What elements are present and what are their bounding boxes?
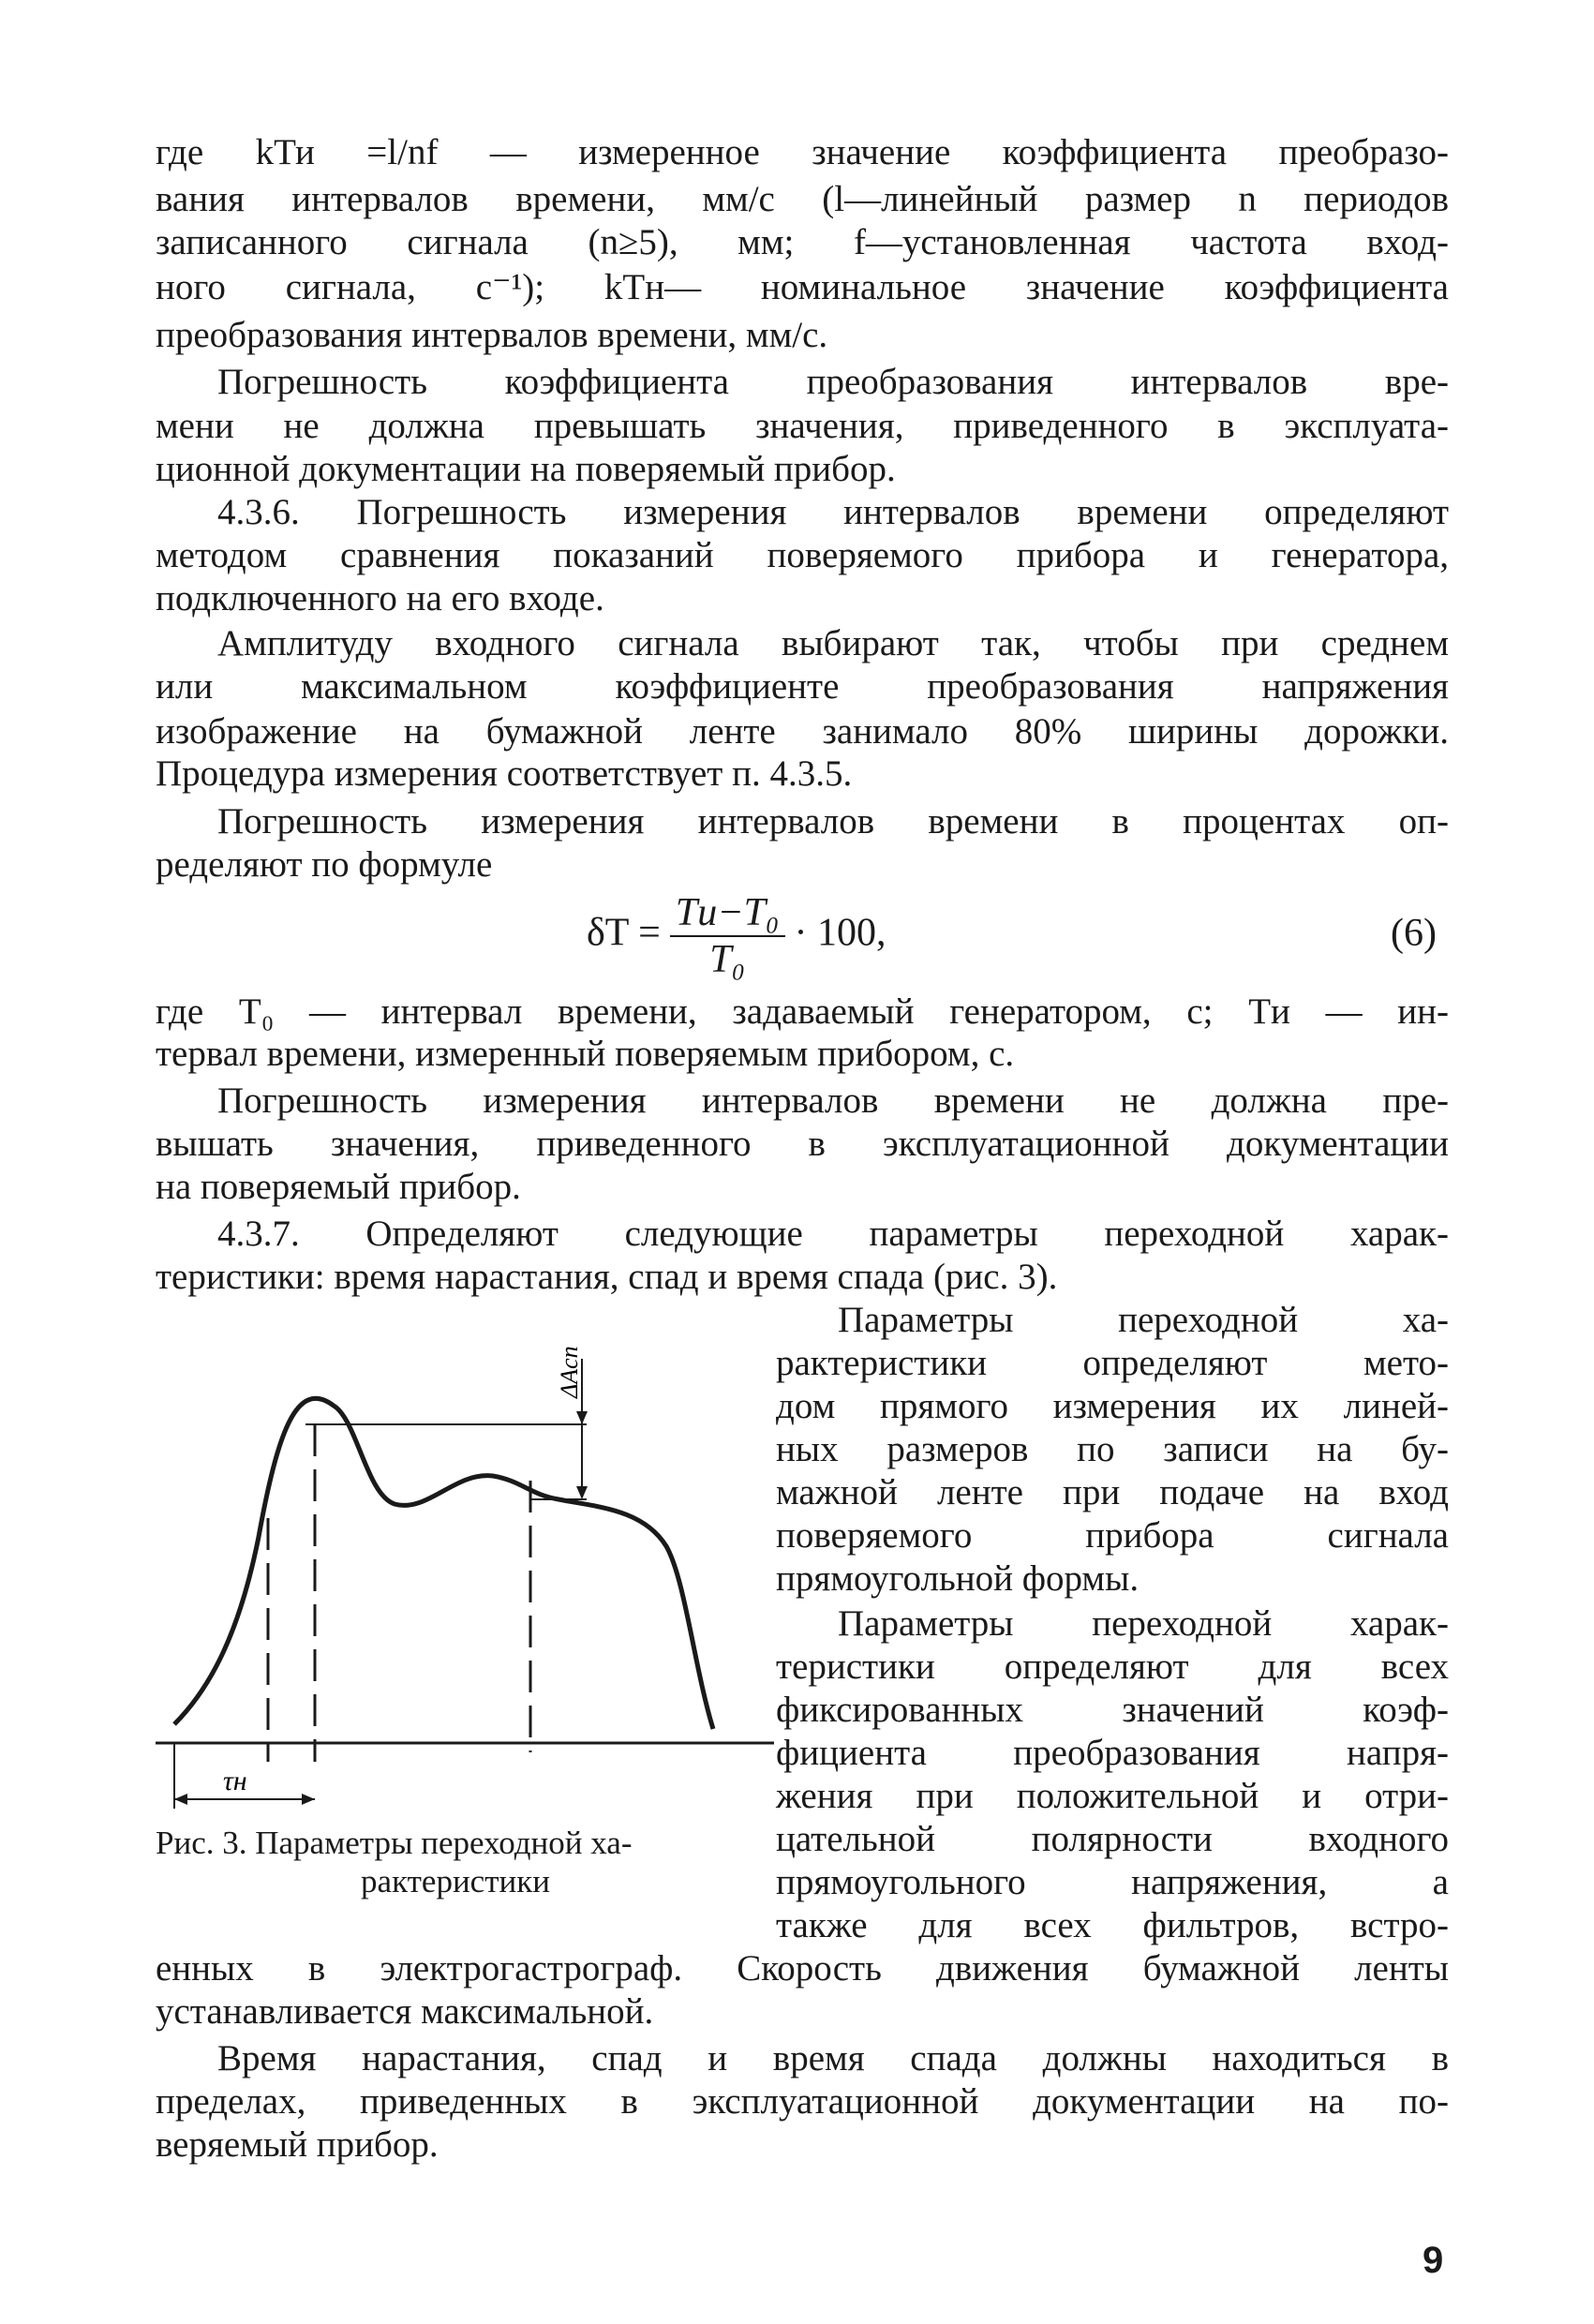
formula-rhs: · 100, (794, 911, 886, 955)
fall-label: ΔAсп (556, 1346, 583, 1398)
text-line: Время нарастания, спад и время спада должны находиться в (217, 2038, 1449, 2078)
text-line: цательной полярности входного (776, 1819, 1449, 1859)
text-line: Процедура измерения соответствует п. 4.3.5. (156, 753, 853, 794)
text-line: Параметры переходной харак- (838, 1603, 1449, 1644)
text-line: методом сравнения показаний поверяемого прибора и генератора, (156, 535, 1449, 575)
text-line: прямоугольной формы. (776, 1558, 1140, 1599)
text-line: мажной ленте при подаче на вход (776, 1472, 1449, 1512)
text-line: вания интервалов времени, мм/с (l—линейный размер n периодов (156, 179, 1449, 219)
text-line: енных в электрогастрограф. Скорость движения бумажной ленты (156, 1948, 1449, 1989)
text-line: рактеристики определяют мето- (776, 1343, 1449, 1383)
formula-numerator: Tи−T₀ (670, 890, 785, 937)
text-line: Параметры переходной ха- (838, 1300, 1449, 1340)
text-line: на поверяемый прибор. (156, 1167, 521, 1207)
formula-number: (6) (1391, 912, 1437, 955)
figure-caption-line-1: Рис. 3. Параметры переходной ха- (156, 1825, 633, 1861)
fall-arrowhead-bottom (576, 1486, 588, 1499)
figure-caption-line-2: рактеристики (361, 1863, 550, 1899)
text-line: тервал времени, измеренный поверяемым прибором, с. (156, 1034, 1015, 1074)
text-line: 4.3.6. Погрешность измерения интервалов времени определяют (217, 492, 1449, 532)
text-line: вышать значения, приведенного в эксплуатационной документации (156, 1124, 1449, 1164)
formula-lhs: δT = (587, 911, 661, 955)
text-line: пределах, приведенных в эксплуатационной документации на по- (156, 2081, 1449, 2122)
text-line: ционной документации на поверяемый прибор. (156, 449, 896, 489)
text-line: теристики: время нарастания, спад и время спада (рис. 3). (156, 1257, 1058, 1297)
text-line: записанного сигнала (n≥5), мм; f—установленная частота вход- (156, 222, 1449, 262)
text-line: Погрешность измерения интервалов времени в процентах оп- (217, 801, 1449, 842)
text-line: изображение на бумажной ленте занимало 80% ширины дорожки. (156, 711, 1449, 752)
text-line: веряемый прибор. (156, 2124, 439, 2165)
text-line: где kТи =l/nf — измеренное значение коэффициента преобразо- (156, 132, 1449, 172)
formula (587, 890, 886, 982)
text-line: теристики определяют для всех (776, 1646, 1449, 1687)
text-line: жения при положительной и отри- (776, 1776, 1449, 1816)
formula-denominator: T₀ (709, 938, 746, 981)
response-curve (174, 1398, 713, 1729)
text-line: ределяют по формуле (156, 844, 493, 885)
text-line: ного сигнала, с⁻¹); kТн— номинальное значение коэффициента (156, 267, 1449, 307)
text-line: ных размеров по записи на бу- (776, 1429, 1449, 1469)
text-line: мени не должна превышать значения, приведенного в эксплуата- (156, 406, 1449, 446)
text-line: или максимальном коэффициенте преобразования напряжения (156, 666, 1449, 707)
text-line: где T₀ — интервал времени, задаваемый генератором, с; Tи — ин- (156, 991, 1449, 1032)
text-line: Погрешность коэффициента преобразования интервалов вре- (217, 362, 1449, 402)
formula-fraction (670, 890, 785, 982)
text-line: подключенного на его входе. (156, 578, 604, 618)
text-line: устанавливается максимальной. (156, 1991, 654, 2032)
text-line: также для всех фильтров, встро- (776, 1905, 1449, 1945)
text-line: поверяемого прибора сигнала (776, 1515, 1449, 1556)
text-line: Погрешность измерения интервалов времени не должна пре- (217, 1080, 1449, 1121)
rise-arrowhead-left (174, 1794, 187, 1805)
fall-arrowhead-top (576, 1411, 588, 1424)
rise-label: τн (223, 1765, 247, 1796)
page-number: 9 (1423, 2240, 1444, 2281)
text-line: 4.3.7. Определяют следующие параметры переходной харак- (217, 1214, 1449, 1254)
text-line: фиксированных значений коэф- (776, 1690, 1449, 1730)
text-line: дом прямого измерения их линей- (776, 1386, 1449, 1426)
text-line: прямоугольного напряжения, а (776, 1862, 1449, 1902)
text-line: Амплитуду входного сигнала выбирают так, чтобы при среднем (217, 623, 1449, 663)
text-line: преобразования интервалов времени, мм/с. (156, 315, 828, 355)
transient-response-figure (156, 1331, 774, 1818)
rise-arrowhead-right (302, 1794, 315, 1805)
text-line: фициента преобразования напря- (776, 1733, 1449, 1773)
